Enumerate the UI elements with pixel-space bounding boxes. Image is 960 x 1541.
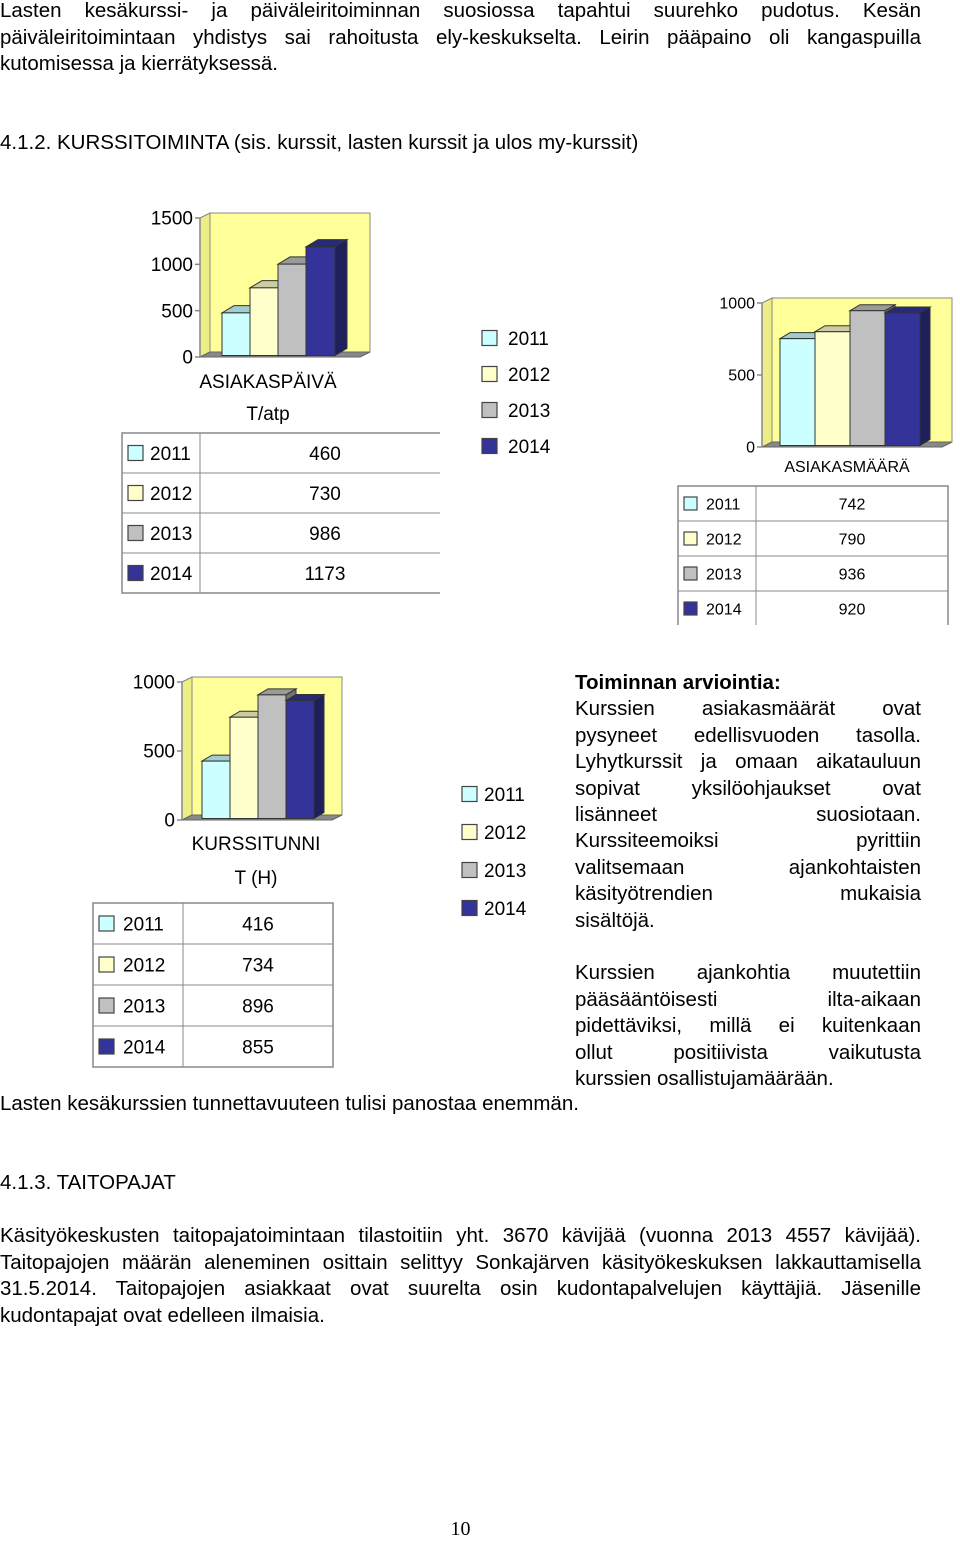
y-tick-label: 1000	[150, 254, 193, 276]
evaluation-line: pidettäviksi, millä ei kuitenkaan	[575, 1014, 921, 1038]
legend-swatch-2014	[482, 439, 497, 454]
legend-swatch-2013	[99, 998, 114, 1013]
table-value-2012: 734	[242, 955, 274, 977]
evaluation-lines-2	[575, 960, 921, 1092]
table-year-2013: 2013	[150, 523, 193, 545]
table-value-2014: 1173	[304, 563, 346, 585]
chart-kurssitunnit	[90, 660, 350, 1070]
legend-swatch-2012	[482, 367, 497, 382]
section-413-paragraph: Käsityökeskusten taitopajatoimintaan tilastoitiin yht. 3670 kävijää (vuonna 2013 4557 kävijää). Taitopajojen määrän aleneminen osittain selittyy Sonkajärven käsityökeskuksen lakkauttamisella 31.5.2014. Taitopajojen asiakkaat ovat suurelta osin kudontapalvelujen käyttäjiä. Jäsenille kudontapajat ovat edelleen ilmaisia.	[0, 1224, 921, 1327]
y-tick-label: 0	[182, 347, 193, 369]
legend-label-2011: 2011	[484, 784, 525, 806]
evaluation-line: sisältöjä.	[575, 908, 655, 932]
evaluation-lines-1	[575, 696, 921, 934]
table-year-2013: 2013	[123, 996, 166, 1018]
section-412-heading	[0, 130, 638, 156]
table-year-2012: 2012	[150, 483, 193, 505]
legend-swatch-2014	[128, 566, 143, 581]
legend-swatch-2014	[684, 602, 697, 615]
table-year-2013: 2013	[706, 566, 742, 584]
bar-2014	[286, 695, 324, 819]
table-value-2013: 936	[838, 566, 866, 584]
table-value-2013: 896	[242, 996, 274, 1018]
legend-asiakaspaivat	[470, 320, 570, 470]
bar-front	[278, 264, 307, 355]
legend-swatch-2014	[462, 901, 477, 916]
y-tick-label: 0	[164, 810, 175, 832]
legend-swatch-2013	[128, 526, 143, 541]
legend-label-2014: 2014	[508, 436, 551, 458]
bar-front	[230, 717, 258, 818]
evaluation-heading: Toiminnan arviointia:	[575, 671, 781, 694]
legend-kurssitunnit	[450, 775, 550, 935]
table-value-2011: 416	[242, 914, 274, 936]
legend-swatch-2011	[482, 331, 497, 346]
bar-front	[850, 311, 885, 446]
table-value-2012: 730	[309, 483, 341, 505]
legend-swatch-2012	[99, 957, 114, 972]
table-value-2014: 920	[838, 601, 866, 619]
page-number: 10	[450, 1518, 471, 1540]
chart-side-wall	[762, 298, 772, 447]
chart-asiakasmaara	[670, 285, 960, 625]
table-year-2014: 2014	[706, 601, 742, 619]
legend-swatch-2013	[482, 403, 497, 418]
y-tick-label: 500	[728, 367, 755, 385]
table-value-2011: 460	[309, 443, 341, 465]
evaluation-line: valitsemaan ajankohtaisten	[575, 855, 921, 879]
bar-front	[258, 695, 286, 819]
bar-front	[780, 339, 815, 446]
bar-front	[306, 247, 335, 356]
y-tick-label: 500	[143, 741, 175, 763]
section-412-number: 4.1.2.	[0, 131, 52, 154]
legend-swatch-2011	[684, 497, 697, 510]
table-year-2014: 2014	[150, 563, 193, 585]
chart-asiakaspaivat	[0, 190, 440, 610]
legend-label-2013: 2013	[508, 400, 551, 422]
y-tick-label: 1500	[150, 208, 193, 230]
evaluation-line: Kurssien ajankohtia muutettiin	[575, 961, 921, 985]
section-413-heading: 4.1.3. TAITOPAJAT	[0, 1171, 176, 1194]
evaluation-line: pääsääntöisesti ilta-aikaan	[575, 987, 921, 1011]
legend-swatch-2014	[99, 1039, 114, 1054]
legend-swatch-2012	[684, 532, 697, 545]
legend-label-2014: 2014	[484, 898, 527, 920]
legend-label-2011: 2011	[508, 328, 549, 350]
table-year-2012: 2012	[123, 955, 166, 977]
table-value-2013: 986	[309, 523, 341, 545]
bar-side	[335, 240, 347, 356]
legend-label-2012: 2012	[508, 364, 551, 386]
bar-2014	[306, 240, 347, 356]
evaluation-line: Lyhytkurssit ja omaan aikatauluun	[575, 750, 921, 774]
evaluation-line: ollut positiivista vaikutusta	[575, 1040, 921, 1064]
table-year-2014: 2014	[123, 1037, 166, 1059]
legend-swatch-2011	[99, 916, 114, 931]
evaluation-line: Kurssien asiakasmäärät ovat	[575, 697, 921, 721]
legend-swatch-2013	[684, 567, 697, 580]
bar-front	[815, 332, 850, 446]
table-value-2014: 855	[242, 1037, 274, 1059]
legend-swatch-2012	[462, 825, 477, 840]
bar-front	[286, 701, 314, 819]
y-tick-label: 500	[161, 301, 193, 323]
bar-front	[885, 313, 920, 445]
table-year-2012: 2012	[706, 531, 742, 549]
chart-side-wall	[182, 677, 192, 820]
evaluation-line: sopivat yksilöohjaukset ovat	[575, 776, 921, 800]
table-value-2012: 790	[838, 531, 866, 549]
evaluation-line: käsityötrendien mukaisia	[575, 882, 921, 906]
table-year-2011: 2011	[123, 914, 164, 936]
evaluation-closing: Lasten kesäkurssien tunnettavuuteen tulisi panostaa enemmän.	[0, 1092, 579, 1115]
table-year-2011: 2011	[706, 496, 741, 514]
y-tick-label: 1000	[132, 672, 175, 694]
section-412-title: KURSSITOIMINTA (sis. kurssit, lasten kurssit ja ulos my-kurssit)	[57, 131, 639, 154]
evaluation-line: pysyneet edellisvuoden tasolla.	[575, 723, 921, 747]
category-label: T/atp	[246, 404, 290, 425]
intro-paragraph: Lasten kesäkurssi- ja päiväleiritoiminnan suosiossa tapahtui suurehko pudotus. Kesän päiväleiritoimintaan yhdistys sai rahoitusta ely-keskukselta. Leirin pääpaino oli kangaspuilla kutomisessa ja kierrätyksessä.	[0, 0, 921, 75]
table-value-2011: 742	[838, 496, 866, 514]
bar-side	[314, 695, 324, 819]
legend-swatch-2013	[462, 863, 477, 878]
legend-label-2013: 2013	[484, 860, 527, 882]
category-label: ASIAKASPÄIVÄ	[199, 372, 337, 393]
bar-2014	[885, 307, 930, 445]
legend-swatch-2011	[462, 787, 477, 802]
bar-side	[920, 307, 930, 445]
bar-front	[222, 313, 251, 356]
evaluation-line: Kurssiteemoiksi pyrittiin	[575, 829, 921, 853]
chart-side-wall	[200, 213, 210, 357]
evaluation-line: lisänneet suosiotaan.	[575, 803, 921, 827]
y-tick-label: 1000	[719, 295, 755, 313]
table-year-2011: 2011	[150, 443, 191, 465]
legend-swatch-2012	[128, 486, 143, 501]
legend-label-2012: 2012	[484, 822, 527, 844]
category-label: KURSSITUNNI	[191, 834, 321, 855]
y-tick-label: 0	[746, 439, 755, 457]
bar-front	[250, 288, 279, 356]
evaluation-line: kurssien osallistujamäärään.	[575, 1067, 834, 1091]
category-label: ASIAKASMÄÄRÄ	[784, 459, 910, 476]
category-label: T (H)	[234, 868, 278, 889]
evaluation-block	[575, 670, 921, 1092]
legend-swatch-2011	[128, 446, 143, 461]
bar-front	[202, 761, 230, 818]
